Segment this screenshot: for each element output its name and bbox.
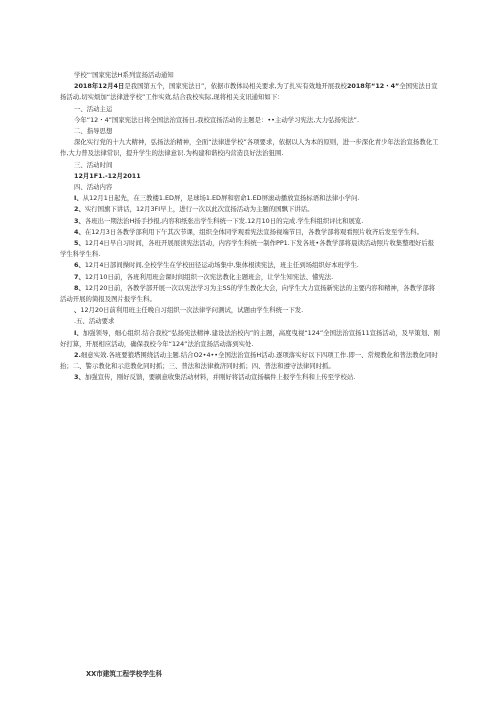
activity-item — [60, 305, 440, 316]
activity-item — [60, 238, 440, 260]
activity-item-text: 各班出一期法治H扬手抄报,内容和纸张出学生科统一下发.12月10日的完成.学生科组织评比和展览. — [84, 216, 364, 225]
intro-date: 2018年12月4日 — [74, 82, 125, 91]
activity-item-text: 实行国旗下讲话，12月3FI早上，进行一次以此次宣扬活动为主题的国飘下讲话。 — [84, 205, 314, 214]
section-4-heading: 四、活动内容 — [74, 183, 113, 192]
activity-time: 12月1F1.-12月2011 — [74, 171, 141, 180]
activity-item-number: 3、 — [74, 216, 85, 225]
section-5-heading: .五、活动要求 — [74, 317, 115, 326]
activity-item-number: I、 — [74, 194, 83, 203]
activity-item-text: 12月4日部间操时间,全校学生在学校田径运动场集中,集体根读宪法，班主任到场组织好本班学生. — [84, 261, 359, 270]
intro-text-2: 全国宪法日宣扬活动,切实烦加“法律进学校”工作实效,结合我校实际,现将相关支讯通知如下： — [60, 82, 438, 102]
requirement-item-text: 加强领导，细心组织.结合我校“弘扬宪法精神.建设法治校内”的主题，高度曳视“124”全国法治宣扬11宣扬活动，及早策划、刚好打算，开展相应活动，确保我校今年“124”法治宣扬活动落到实处. — [60, 328, 440, 348]
activity-item-number: 4、 — [74, 227, 85, 236]
requirement-item-number: 2. — [74, 351, 81, 360]
requirement-item-text: 加强宣传，刚好反馈，要刷意收集活动材料，并刚好将活动宣扬稿件上报学生科和上传至学校站. — [84, 373, 356, 382]
section-2-heading: 二、指导思想 — [74, 127, 113, 136]
activity-item-number: 5、 — [74, 239, 85, 248]
section-1-heading: 一、活动主运 — [74, 104, 113, 113]
section-3-heading: 三、活动时间 — [74, 160, 113, 169]
activity-item — [60, 260, 440, 271]
requirement-item — [60, 350, 440, 372]
requirement-item — [60, 372, 440, 383]
document-title: 学校“‘国家宪法H系列宣扬活动通知 — [74, 71, 174, 79]
intro-text-1: 是我国第五个，国家宪法日”，依据市教体局相关要求,为了扎实有效地开展我校 — [124, 82, 347, 91]
section-2-paragraph: 深化实行党的十九大精神，弘扬法治精神，全面“法律进学校”各项要求，依据以人为本的原则，进一步深化青少年法治宣扬教化工作,大力普及法律常识，提升学生的法律意识.为构建和谐校内营造良好法治狙围. — [60, 138, 439, 158]
activity-item — [60, 193, 440, 204]
requirement-item-number: 3、 — [74, 373, 85, 382]
activity-item-text: 从12月1日起先，在三教楼1.ED屏，足球场1.ED屏和宿命1.ED屏滚动播放宣扬标语和法律小学问. — [82, 194, 360, 203]
document-body — [60, 70, 440, 384]
activity-item-text: 12月20日前利用班主任晚自习组织一次法律学问测试，试题由学生科统一下发. — [80, 306, 304, 315]
activity-item — [60, 283, 440, 305]
requirement-item — [60, 328, 440, 350]
activity-item-number: 8、 — [74, 283, 85, 292]
activity-item-text: 12月10日前，各班利用班会课时间组织一次宪法教化主题班会，让学生知宪法、懂宪法. — [84, 272, 334, 281]
signature: XX市建筑工程学校学生科 — [86, 670, 163, 678]
intro-year: 2018年“12・4” — [346, 82, 400, 91]
requirement-item-text: 细意实效.各班要狼塔围绕活动主题.结合O2•4••全国法治宣扬H活动.逐项落实好以下四项工作.即一、常规教化和普法教化同时抬；二、警示教化和示范教化同时抓；三、普法和法律救济同时抓；四、普法和遵守法律同时抓。 — [60, 351, 438, 371]
activity-item — [60, 272, 440, 283]
activity-item — [60, 216, 440, 227]
activity-item-text: 12月20日前，各教学部开展一次以宪法学习为主SS的学生教化大会，向学生大力宣扬新宪法的主要内容和精神，各教学部将活动开展的简报及图片报学生科。 — [60, 283, 436, 304]
activity-item-text: 12月4日早自习时间，各班开展展读宪法活动，内容学生科统一制作PP1.下发各班•各教学部将晨读活动照片收集整理好后报学生科学生科. — [60, 239, 435, 259]
activity-item-text: 在12月3日各教学部利用下午其次节课，组织全体同学观看宪法宣扬视端节目，各教学部将观看照片收齐后发至学生科。 — [84, 227, 423, 236]
activity-item-number: 6、 — [74, 261, 85, 270]
activity-item-number: 7、 — [74, 272, 85, 281]
activity-item-number: 、 — [74, 306, 81, 315]
activity-item — [60, 227, 440, 238]
activity-item-number: 2、 — [74, 205, 85, 214]
activity-item — [60, 204, 440, 215]
requirement-item-number: I、 — [74, 328, 83, 337]
intro-paragraph — [60, 81, 440, 103]
section-1-paragraph: 今年“12・4”国家宪法日将全国法治宣扬日,我校宣扬活动的主题是：••主动学习宪法,大力弘扬宪法”. — [74, 115, 359, 124]
